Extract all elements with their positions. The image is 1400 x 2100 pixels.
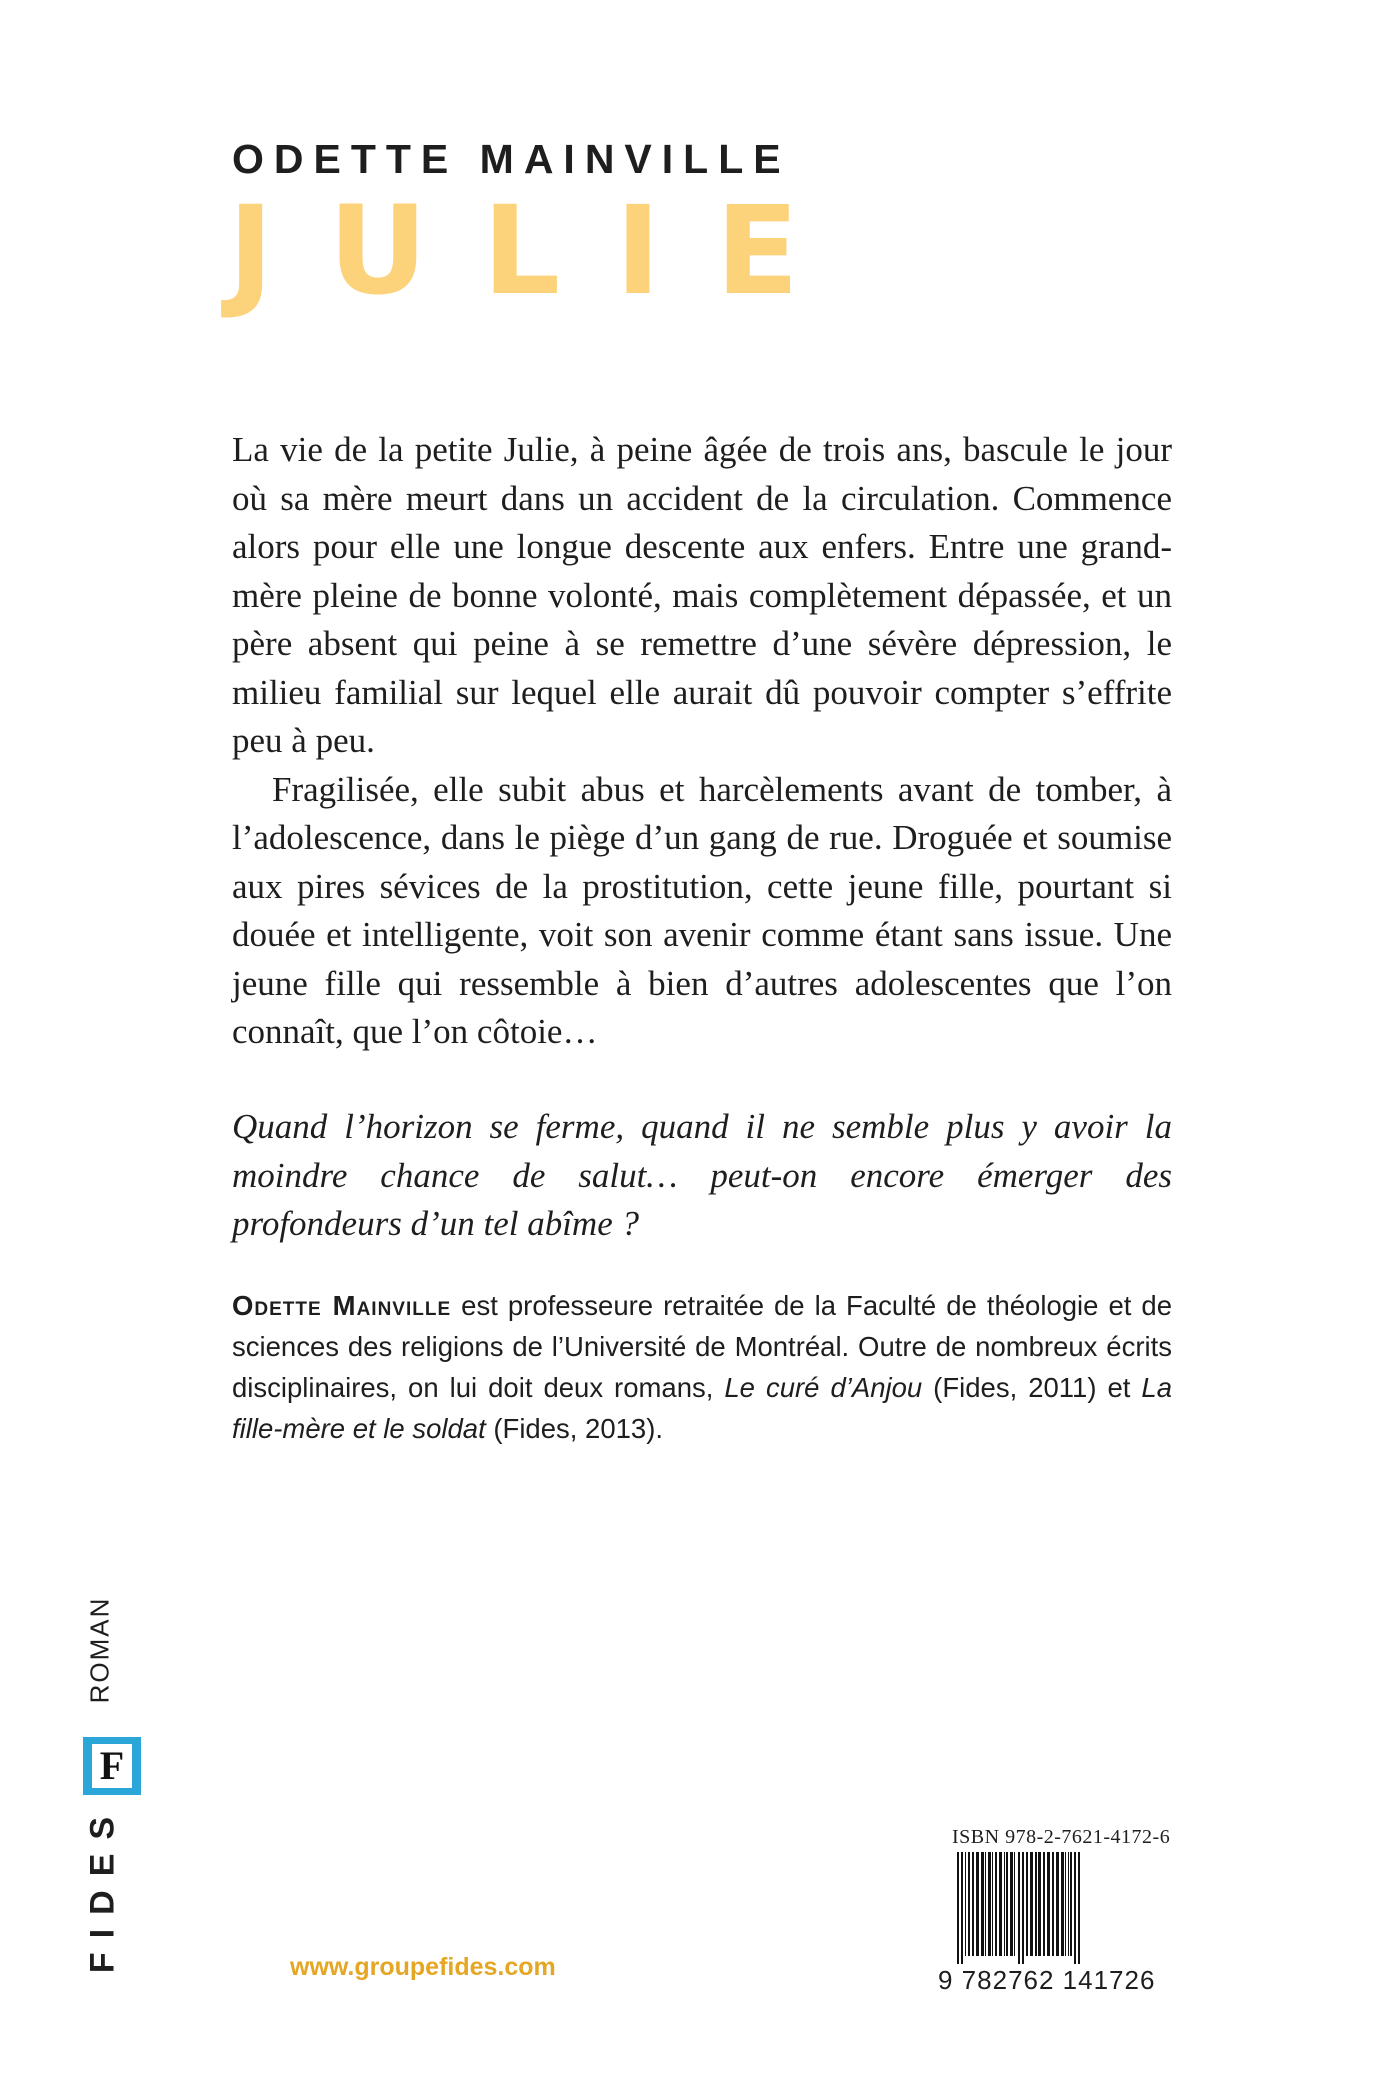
bio-text: (Fides, 2013). — [485, 1413, 664, 1444]
author-bio — [232, 1285, 1172, 1449]
barcode-bar — [999, 1852, 1002, 1956]
barcode-bar — [976, 1852, 979, 1956]
barcode-bar — [968, 1852, 970, 1956]
bio-text: (Fides, 2011) et — [922, 1372, 1142, 1403]
barcode-bar — [1038, 1852, 1041, 1956]
tagline-quote: Quand l’horizon se ferme, quand il ne semble plus y avoir la moindre chance de salut… peut-on encore émerger des profondeurs d’un tel abîme ? — [232, 1107, 1172, 1243]
collection-label: ROMAN — [84, 1596, 115, 1704]
barcode-bar — [995, 1852, 997, 1956]
barcode-bar — [972, 1852, 974, 1956]
barcode-bar — [992, 1852, 993, 1956]
barcode-bar — [1030, 1852, 1033, 1956]
bio-author-name: Odette Mainville — [232, 1290, 452, 1321]
barcode-bar — [1068, 1852, 1069, 1956]
barcode-bar — [1056, 1852, 1059, 1956]
barcode-bar — [965, 1852, 966, 1956]
barcode-bar — [1065, 1852, 1066, 1956]
barcode-bar — [1006, 1852, 1008, 1956]
summary-paragraph: La vie de la petite Julie, à peine âgée de trois ans, bascule le jour où sa mère meurt dans un accident de la circulation. Commence alors pour elle une longue descente aux enfers. Entre une grand-mère pleine de bonne volonté, mais complètement dépassée, et un père absent qui peine à se remettre d’une sévère dépression, le milieu familial sur lequel elle aurait dû pouvoir compter s’effrite peu à peu. — [232, 430, 1172, 760]
barcode — [955, 1852, 1167, 1964]
bio-text: est professeure retraitée de la Faculté de théologie et de sciences des religions de l’Université de Montréal. Outre de nombreux écrits disciplinaires, on lui doit deux romans, — [232, 1290, 1172, 1403]
barcode-bar — [1018, 1852, 1020, 1964]
isbn-label: ISBN 978-2-7621-4172-6 — [952, 1826, 1171, 1848]
barcode-bar — [957, 1852, 959, 1964]
barcode-bar — [1070, 1852, 1072, 1956]
bio-book-title: Le curé d’Anjou — [724, 1372, 923, 1403]
barcode-bar — [1078, 1852, 1080, 1964]
barcode-bar — [1061, 1852, 1064, 1956]
barcode-bar — [1043, 1852, 1045, 1956]
summary-text — [232, 426, 1172, 1057]
barcode-bar — [1014, 1852, 1015, 1956]
publisher-logo — [83, 1737, 141, 1795]
barcode-bar — [988, 1852, 991, 1956]
publisher-name: FIDES — [83, 1802, 122, 1974]
barcode-bar — [1022, 1852, 1024, 1964]
barcode-digits: 9 782762 141726 — [938, 1965, 1156, 1995]
publisher-website[interactable]: www.groupefides.com — [290, 1953, 556, 1981]
barcode-bar — [1035, 1852, 1037, 1956]
barcode-bar — [1026, 1852, 1028, 1956]
barcode-bar — [1052, 1852, 1054, 1956]
author-name: ODETTE MAINVILLE — [232, 136, 791, 182]
barcode-bar — [985, 1852, 986, 1956]
bio-book-title: La fille-mère et le soldat — [232, 1372, 1172, 1444]
barcode-bar — [1074, 1852, 1076, 1964]
barcode-bar — [1004, 1852, 1005, 1956]
barcode-bar — [1010, 1852, 1013, 1956]
barcode-bar — [981, 1852, 984, 1956]
publisher-logo-letter: F — [92, 1744, 132, 1788]
book-title: JULIE — [228, 180, 854, 322]
barcode-bar — [1047, 1852, 1050, 1956]
summary-paragraph: Fragilisée, elle subit abus et harcèlements avant de tomber, à l’adolescence, dans le piège d’un gang de rue. Droguée et soumise aux pires sévices de la prostitution, cette jeune fille, pourtant si douée et intelligente, voit son avenir comme étant sans issue. Une jeune fille qui ressemble à bien d’autres adolescentes que l’on connaît, que l’on côtoie… — [232, 769, 1172, 1051]
barcode-bar — [961, 1852, 963, 1964]
